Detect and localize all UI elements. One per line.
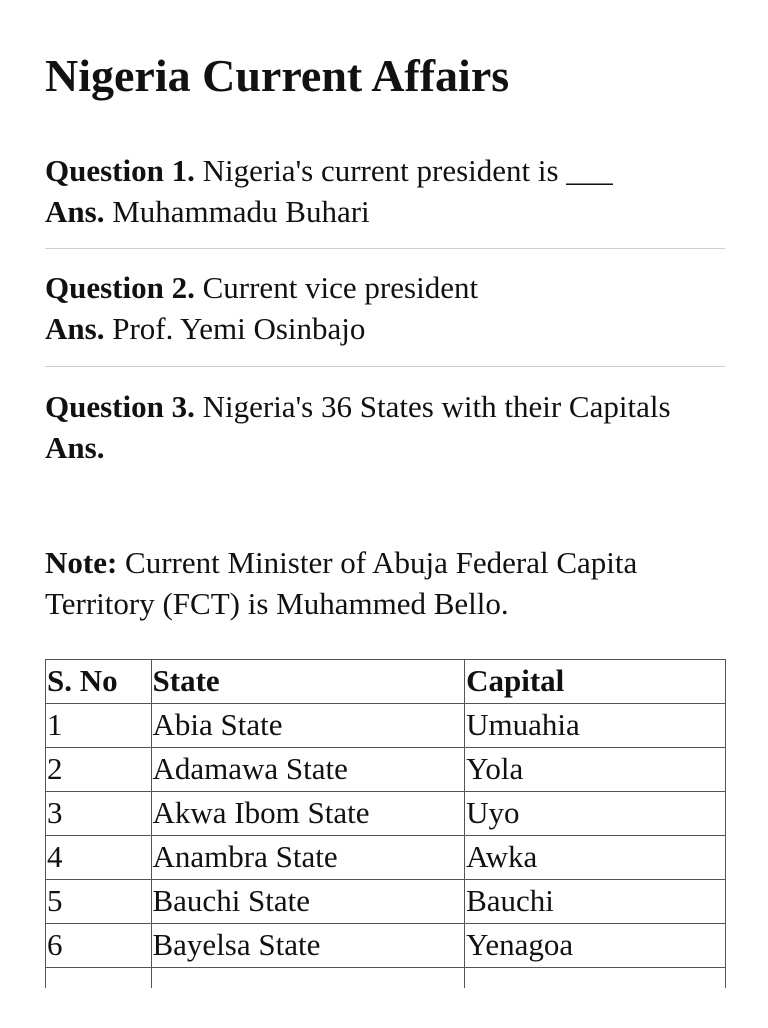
answer-1-line (45, 191, 725, 232)
header-capital: Capital (465, 660, 726, 704)
question-1-text: Nigeria's current president is ___ (194, 153, 613, 188)
table-row (46, 880, 726, 924)
header-state: State (151, 660, 465, 704)
table-row (46, 748, 726, 792)
table-row (46, 704, 726, 748)
page-cutoff (0, 988, 768, 1028)
note-label: Note: (45, 545, 118, 580)
table-row (46, 836, 726, 880)
question-3-label: Question 3. (45, 389, 195, 424)
cell-state: Bauchi State (151, 880, 465, 924)
answer-3-label: Ans. (45, 430, 105, 465)
cell-capital: Awka (465, 836, 726, 880)
header-serial-number: S. No (46, 660, 152, 704)
question-2 (45, 267, 725, 349)
cell-state: Akwa Ibom State (151, 792, 465, 836)
table-header-row (46, 660, 726, 704)
cell-serial-number: 2 (46, 748, 152, 792)
cell-state: Anambra State (151, 836, 465, 880)
divider-2 (45, 366, 725, 367)
question-2-text: Current vice president (194, 270, 479, 305)
cell-state: Adamawa State (151, 748, 465, 792)
note-text: Current Minister of Abuja Federal Capita Territory (FCT) is Muhammed Bello. (45, 545, 638, 621)
question-2-label: Question 2. (45, 270, 195, 305)
answer-3-line (45, 427, 725, 468)
question-3-text: Nigeria's 36 States with their Capitals (194, 389, 671, 424)
cell-serial-number: 6 (46, 924, 152, 968)
note (45, 542, 725, 624)
table-row (46, 924, 726, 968)
question-3 (45, 386, 725, 468)
answer-2-label: Ans. (45, 311, 105, 346)
cell-capital: Yola (465, 748, 726, 792)
answer-2-text: Prof. Yemi Osinbajo (104, 311, 366, 346)
answer-1-label: Ans. (45, 194, 105, 229)
cell-capital: Yenagoa (465, 924, 726, 968)
cell-state: Bayelsa State (151, 924, 465, 968)
cell-capital: Uyo (465, 792, 726, 836)
question-1-label: Question 1. (45, 153, 195, 188)
divider-1 (45, 248, 725, 249)
question-1 (45, 150, 725, 232)
answer-1-text: Muhammadu Buhari (104, 194, 370, 229)
question-2-line (45, 267, 725, 308)
states-table (45, 659, 726, 1012)
page-title: Nigeria Current Affairs (45, 50, 510, 101)
table-row (46, 792, 726, 836)
question-3-line (45, 386, 725, 427)
cell-serial-number: 1 (46, 704, 152, 748)
cell-serial-number: 4 (46, 836, 152, 880)
cell-capital: Umuahia (465, 704, 726, 748)
cell-capital: Bauchi (465, 880, 726, 924)
answer-2-line (45, 308, 725, 349)
question-1-line (45, 150, 725, 191)
cell-serial-number: 5 (46, 880, 152, 924)
cell-serial-number: 3 (46, 792, 152, 836)
cell-state: Abia State (151, 704, 465, 748)
